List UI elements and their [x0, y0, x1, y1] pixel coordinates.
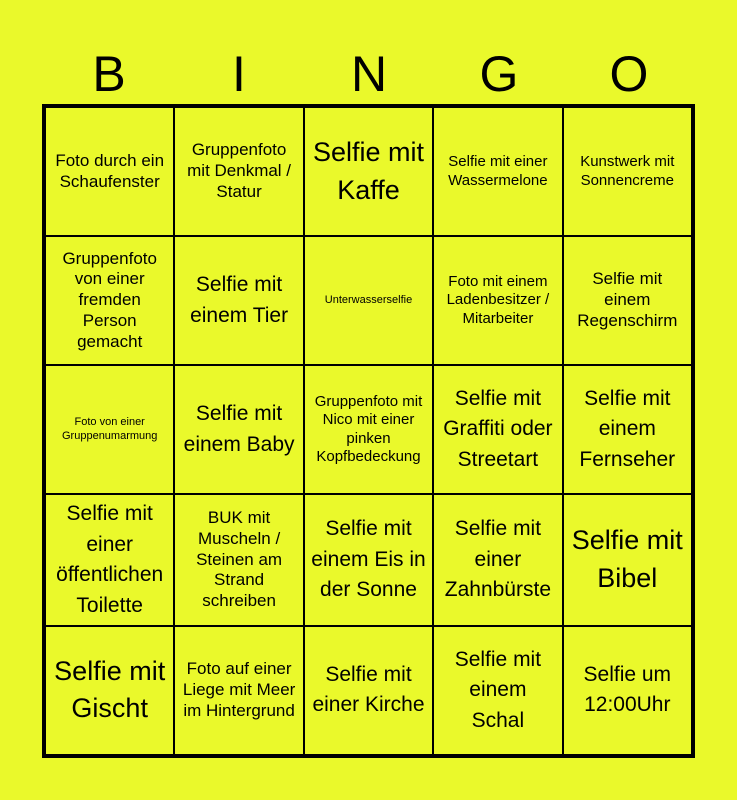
bingo-cell[interactable]: Selfie mit Bibel [563, 494, 692, 626]
bingo-cell[interactable]: Selfie mit Graffiti oder Streetart [433, 365, 562, 494]
bingo-cell[interactable]: Selfie mit einem Tier [174, 236, 303, 365]
bingo-cell[interactable]: Selfie mit einem Eis in der Sonne [304, 494, 433, 626]
bingo-cell[interactable]: Gruppenfoto mit Denkmal / Statur [174, 107, 303, 236]
bingo-cell[interactable]: Selfie mit Gischt [45, 626, 174, 755]
bingo-cell[interactable]: Selfie mit einem Schal [433, 626, 562, 755]
header-letter-b: B [92, 46, 126, 102]
bingo-cell[interactable]: Selfie mit einer öffentlichen Toilette [45, 494, 174, 626]
bingo-cell[interactable]: Kunstwerk mit Sonnencreme [563, 107, 692, 236]
bingo-cell[interactable]: Foto mit einem Ladenbesitzer / Mitarbeiter [433, 236, 562, 365]
bingo-cell[interactable]: Foto durch ein Schaufenster [45, 107, 174, 236]
bingo-cell[interactable]: Selfie mit einer Zahnbürste [433, 494, 562, 626]
bingo-cell[interactable]: Selfie mit einer Kirche [304, 626, 433, 755]
header-letter-g: G [479, 46, 519, 102]
bingo-cell[interactable]: Gruppenfoto von einer fremden Person gemacht [45, 236, 174, 365]
bingo-cell[interactable]: Foto auf einer Liege mit Meer im Hintergrund [174, 626, 303, 755]
header-letter-i: I [232, 46, 246, 102]
header-letter-o: O [609, 46, 649, 102]
bingo-cell[interactable]: Selfie mit einem Baby [174, 365, 303, 494]
bingo-cell[interactable]: Selfie um 12:00Uhr [563, 626, 692, 755]
bingo-cell[interactable]: Selfie mit einer Wassermelone [433, 107, 562, 236]
bingo-card-grid [42, 104, 695, 758]
bingo-header [44, 42, 694, 106]
bingo-cell[interactable]: Selfie mit einem Fernseher [563, 365, 692, 494]
bingo-cell[interactable]: Selfie mit Kaffe [304, 107, 433, 236]
bingo-cell[interactable]: Unterwasserselfie [304, 236, 433, 365]
bingo-cell[interactable]: Foto von einer Gruppenumarmung [45, 365, 174, 494]
header-letter-n: N [350, 46, 388, 102]
bingo-cell[interactable]: Gruppenfoto mit Nico mit einer pinken Kopfbedeckung [304, 365, 433, 494]
bingo-cell[interactable]: Selfie mit einem Regenschirm [563, 236, 692, 365]
bingo-cell[interactable]: BUK mit Muscheln / Steinen am Strand schreiben [174, 494, 303, 626]
